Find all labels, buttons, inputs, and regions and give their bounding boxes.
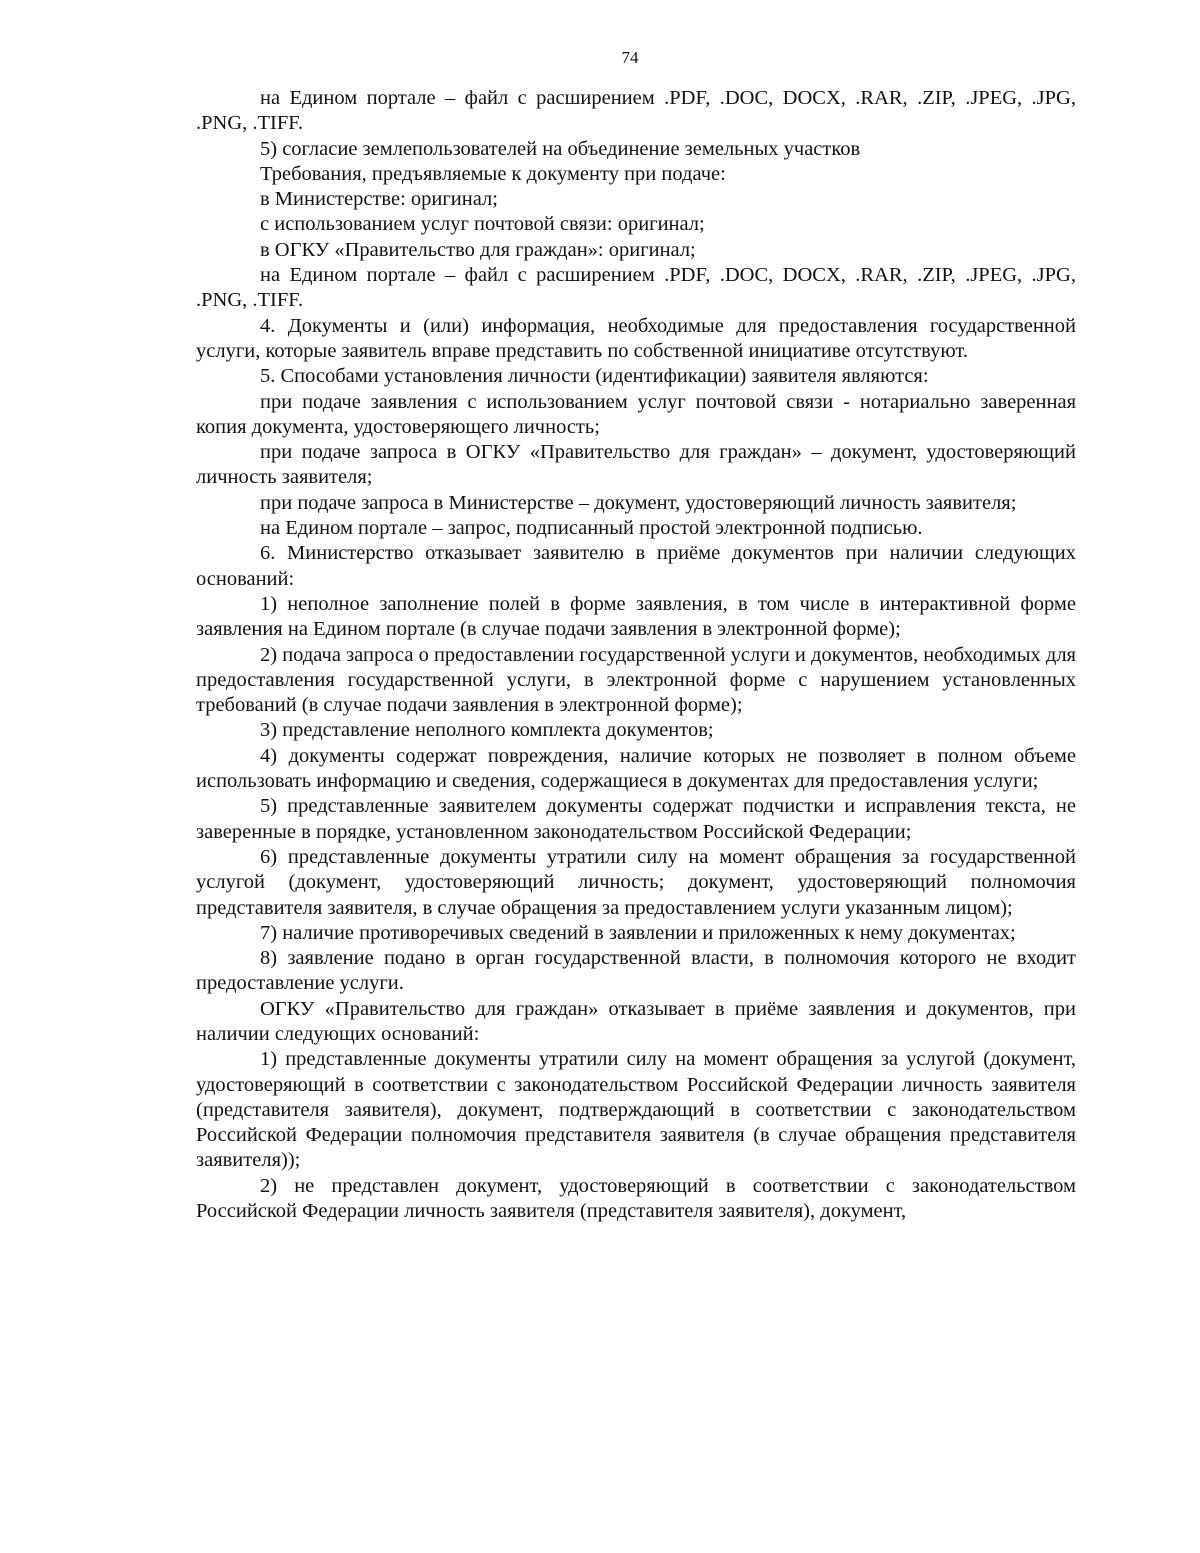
page-number: 74 (621, 48, 639, 67)
paragraph: на Едином портале – файл с расширением .PDF, .DOC, DOCX, .RAR, .ZIP, .JPEG, .JPG, .PNG, .TIFF. (196, 87, 1076, 135)
paragraph: при подаче запроса в ОГКУ «Правительство для граждан» – документ, удостоверяющий личность заявителя; (196, 441, 1076, 489)
paragraph: 2) подача запроса о предоставлении государственной услуги и документов, необходимых для предоставления государственной услуги, в электронной форме с нарушением установленных требований (в случае подачи заявления в электронной форме); (196, 643, 1076, 717)
paragraph: 6. Министерство отказывает заявителю в приёме документов при наличии следующих оснований: (196, 542, 1076, 590)
paragraph: ОГКУ «Правительство для граждан» отказывает в приёме заявления и документов, при наличии следующих оснований: (196, 997, 1076, 1045)
paragraph: при подаче заявления с использованием услуг почтовой связи - нотариально заверенная копия документа, удостоверяющего личность; (196, 390, 1076, 438)
paragraph: с использованием услуг почтовой связи: оригинал; (260, 213, 705, 236)
paragraph: в ОГКУ «Правительство для граждан»: оригинал; (260, 238, 696, 261)
paragraph: 5) согласие землепользователей на объединение земельных участков (260, 137, 861, 160)
paragraph: 1) неполное заполнение полей в форме заявления, в том числе в интерактивной форме заявления на Едином портале (в случае подачи заявления в электронной форме); (196, 592, 1076, 641)
paragraph: Требования, предъявляемые к документу при подаче: (260, 162, 726, 185)
paragraph: 5) представленные заявителем документы содержат подчистки и исправления текста, не заверенные в порядке, установленном законодательством Российской Федерации; (196, 795, 1076, 843)
paragraph: 3) представление неполного комплекта документов; (260, 719, 714, 742)
paragraph: 8) заявление подано в орган государственной власти, в полномочия которого не входит предоставление услуги. (196, 947, 1076, 995)
paragraph: в Министерстве: оригинал; (260, 188, 498, 211)
document-body (196, 86, 1076, 1224)
paragraph: 4) документы содержат повреждения, наличие которых не позволяет в полном объеме использовать информацию и сведения, содержащиеся в документах для предоставления услуги; (196, 744, 1076, 793)
paragraph: 6) представленные документы утратили силу на момент обращения за государственной услугой (документ, удостоверяющий личность; документ, удостоверяющий полномочия представителя заявителя, в случае обращения за предоставлением услуги указанным лицом); (196, 845, 1076, 919)
paragraph: 7) наличие противоречивых сведений в заявлении и приложенных к нему документах; (260, 921, 1016, 944)
paragraph: 1) представленные документы утратили силу на момент обращения за услугой (документ, удостоверяющий в соответствии с законодательством Российской Федерации личность заявителя (представителя заявителя), документ, подтверждающий в соответствии с законодательством Российской Федерации полномочия представителя заявителя (в случае обращения представителя заявителя)); (196, 1048, 1076, 1172)
paragraph: 2) не представлен документ, удостоверяющий в соответствии с законодательством Российской Федерации личность заявителя (представителя заявителя), документ, (196, 1174, 1076, 1223)
paragraph: 4. Документы и (или) информация, необходимые для предоставления государственной услуги, которые заявитель вправе представить по собственной инициативе отсутствуют. (196, 314, 1076, 362)
paragraph: при подаче запроса в Министерстве – документ, удостоверяющий личность заявителя; (260, 491, 1017, 514)
paragraph: на Едином портале – запрос, подписанный простой электронной подписью. (260, 517, 923, 540)
paragraph: на Едином портале – файл с расширением .PDF, .DOC, DOCX, .RAR, .ZIP, .JPEG, .JPG, .PNG, .TIFF. (196, 264, 1076, 312)
paragraph: 5. Способами установления личности (идентификации) заявителя являются: (260, 365, 929, 388)
